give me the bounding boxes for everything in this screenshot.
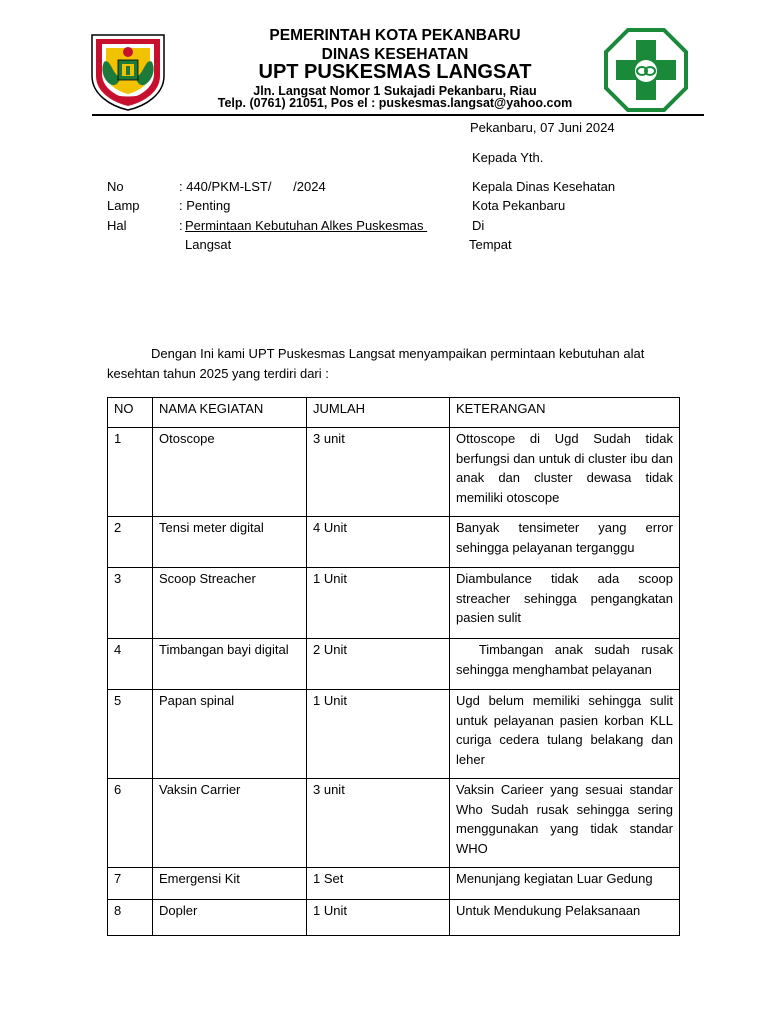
row-jumlah: 1 Set (307, 868, 450, 900)
city-emblem-icon (88, 32, 168, 112)
row-no: 8 (108, 900, 153, 936)
subject-label: Hal (107, 218, 127, 233)
header-jumlah: JUMLAH (307, 398, 450, 428)
row-nama: Vaksin Carrier (153, 779, 307, 868)
row-keterangan: Timbangan anak sudah rusak sehingga menghambat pelayanan (450, 639, 680, 690)
place-date: Pekanbaru, 07 Juni 2024 (470, 120, 615, 135)
row-keterangan: Banyak tensimeter yang error sehingga pelayanan terganggu (450, 517, 680, 568)
row-no: 5 (108, 690, 153, 779)
table-header-row (108, 398, 680, 428)
row-no: 6 (108, 779, 153, 868)
attachment-value: : Penting (179, 198, 231, 213)
header-nama: NAMA KEGIATAN (153, 398, 307, 428)
header-address: Jln. Langsat Nomor 1 Sukajadi Pekanbaru, Riau (253, 84, 537, 98)
header-keterangan: KETERANGAN (450, 398, 680, 428)
row-jumlah: 1 Unit (307, 568, 450, 639)
recipient-line-4: Tempat (469, 237, 512, 252)
body-line-1: Dengan Ini kami UPT Puskesmas Langsat menyampaikan permintaan kebutuhan alat (151, 346, 645, 361)
row-keterangan: Untuk Mendukung Pelaksanaan (450, 900, 680, 936)
body-line-2: kesehtan tahun 2025 yang terdiri dari : (107, 366, 329, 381)
row-keterangan: Ottoscope di Ugd Sudah tidak berfungsi dan untuk di cluster ibu dan anak dan cluster dewasa tidak memiliki otoscope (450, 428, 680, 517)
header-government: PEMERINTAH KOTA PEKANBARU (269, 27, 521, 44)
header-contact: Telp. (0761) 21051, Pos el : puskesmas.langsat@yahoo.com (217, 96, 573, 110)
number-value: : 440/PKM-LST/ /2024 (179, 179, 326, 194)
row-nama: Tensi meter digital (153, 517, 307, 568)
subject-value: Permintaan Kebutuhan Alkes Puskesmas (185, 218, 428, 233)
recipient-line-2: Kota Pekanbaru (472, 198, 566, 213)
row-keterangan: Vaksin Carieer yang sesuai standar Who Sudah rusak sehingga sering menggunakan yang tidak standar WHO (450, 779, 680, 868)
equipment-table (107, 397, 680, 936)
row-keterangan: Ugd belum memiliki sehingga sulit untuk pelayanan pasien korban KLL curiga cedera tulang belakang dan leher (450, 690, 680, 779)
table-row (108, 517, 680, 568)
row-nama: Dopler (153, 900, 307, 936)
subject-colon: : (179, 218, 183, 233)
table-row (108, 428, 680, 517)
row-no: 2 (108, 517, 153, 568)
row-no: 3 (108, 568, 153, 639)
table-row (108, 868, 680, 900)
row-keterangan: Diambulance tidak ada scoop streacher sehingga pengangkatan pasien sulit (450, 568, 680, 639)
header-no: NO (108, 398, 153, 428)
health-cross-icon (604, 28, 688, 112)
row-jumlah: 3 unit (307, 779, 450, 868)
row-jumlah: 1 Unit (307, 690, 450, 779)
row-jumlah: 1 Unit (307, 900, 450, 936)
attachment-label: Lamp (107, 198, 140, 213)
header-divider (92, 114, 704, 116)
table-row (108, 690, 680, 779)
header-department: DINAS KESEHATAN (321, 46, 469, 63)
row-nama: Scoop Streacher (153, 568, 307, 639)
row-no: 1 (108, 428, 153, 517)
number-label: No (107, 179, 124, 194)
row-nama: Otoscope (153, 428, 307, 517)
row-nama: Timbangan bayi digital (153, 639, 307, 690)
row-nama: Emergensi Kit (153, 868, 307, 900)
subject-value-continued: Langsat (185, 237, 232, 252)
row-keterangan: Menunjang kegiatan Luar Gedung (450, 868, 680, 900)
row-jumlah: 2 Unit (307, 639, 450, 690)
table-row (108, 639, 680, 690)
recipient-line-1: Kepala Dinas Kesehatan (472, 179, 616, 194)
row-nama: Papan spinal (153, 690, 307, 779)
row-no: 4 (108, 639, 153, 690)
recipient-prefix: Kepada Yth. (472, 150, 544, 165)
table-row (108, 779, 680, 868)
row-jumlah: 3 unit (307, 428, 450, 517)
row-jumlah: 4 Unit (307, 517, 450, 568)
table-row (108, 568, 680, 639)
recipient-line-3: Di (472, 218, 485, 233)
row-no: 7 (108, 868, 153, 900)
table-row (108, 900, 680, 936)
header-institution: UPT PUSKESMAS LANGSAT (258, 61, 532, 83)
